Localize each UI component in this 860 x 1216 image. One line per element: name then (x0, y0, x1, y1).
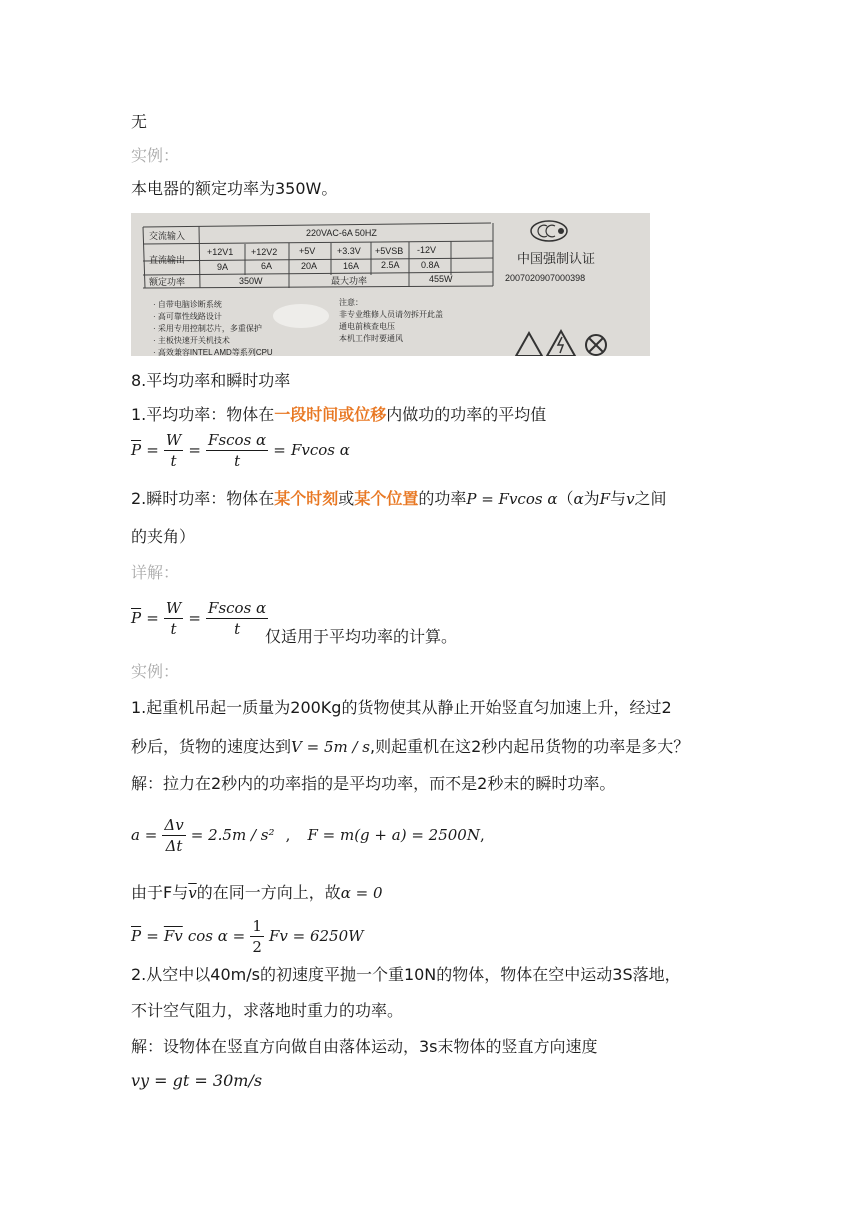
def2-zhijian: 之间 (634, 489, 667, 508)
ex2-solution: 解：设物体在竖直方向做自由落体运动，3s末物体的竖直方向速度 (131, 1037, 598, 1056)
formula-eq-2: = (188, 441, 201, 459)
def2-F: F (599, 490, 611, 508)
def2-highlight-position: 某个位置 (354, 489, 419, 508)
ex1-line1: 1.起重机吊起一质量为200Kg的货物使其从静止开始竖直匀加速上升，经过2 (131, 698, 672, 717)
formula-fscos: Fscos α (208, 431, 267, 449)
formula-power-result (131, 916, 364, 957)
formula2-pbar: $\overline{P}$ (131, 609, 142, 627)
formula-w: W (165, 431, 182, 449)
def2-wei: 为 (583, 489, 600, 508)
formula-average-power (131, 430, 350, 471)
plate-feature-3: · 采用专用控制芯片，多重保护 (153, 324, 262, 333)
plate-rail-4: +3.3V (337, 246, 361, 256)
formula2-fscos: Fscos α (208, 599, 267, 617)
def2-prefix: 2.瞬时功率：物体在 (131, 489, 275, 508)
formula-instant-power: P = Fvcos α (466, 490, 558, 508)
def2-v: v (626, 490, 635, 508)
label-example: 实例： (131, 146, 180, 165)
plate-note-4: 本机工作时要通风 (339, 334, 403, 343)
def2-highlight-time: 某个时刻 (274, 489, 339, 508)
formula-comma-2: , (479, 826, 485, 844)
ex1-dir-b: 的在同一方向上，故 (196, 883, 341, 902)
def2-suffix: 的功率 (418, 489, 467, 508)
plate-current-3: 20A (301, 261, 318, 271)
formula-force: F = m(g + a) = 2500N (307, 826, 480, 844)
plate-rated-label: 额定功率 (149, 277, 186, 287)
formula3-half-num: 1 (252, 917, 262, 935)
ex1-line2-b: ,则起重机在这2秒内起吊货物的功率是多大？ (370, 737, 690, 756)
def2-yu: 与 (610, 489, 627, 508)
ex1-direction (131, 882, 383, 904)
formula3-rhs: Fv = 6250W (268, 927, 364, 945)
formula3-eq: = (146, 927, 159, 945)
label-example-2: 实例： (131, 662, 180, 681)
plate-rail-5: +5VSB (375, 246, 404, 256)
formula2-w: W (165, 599, 182, 617)
formula-dv: Δv (164, 816, 184, 834)
ex1-dir-v: $\overline{v}$ (188, 884, 197, 902)
def2-paren: （ (557, 489, 574, 508)
ex1-velocity: V = 5m / s (291, 738, 371, 756)
plate-rail-2: +12V2 (251, 247, 278, 257)
plate-note-2: 非专业维修人员请勿拆开此盖 (339, 310, 443, 319)
plate-cert-number: 2007020907000398 (505, 273, 586, 283)
text-none: 无 (131, 112, 148, 131)
plate-note-1: 注意： (339, 298, 363, 307)
plate-ac-input-label: 交流输入 (149, 231, 186, 241)
definition-average-power (131, 404, 546, 426)
formula-t-2: t (234, 452, 241, 470)
ex1-solution: 解：拉力在2秒内的功率指的是平均功率，而不是2秒末的瞬时功率。 (131, 774, 616, 793)
plate-current-6: 0.8A (421, 260, 440, 270)
formula2-eq: = (146, 609, 159, 627)
formula2-t: t (170, 620, 177, 638)
formula2-t-2: t (234, 620, 241, 638)
formula-pbar: $\overline{P}$ (131, 441, 142, 459)
plate-feature-2: · 高可靠性线路设计 (153, 312, 222, 321)
plate-dc-output-label: 直流输出 (149, 255, 186, 265)
plate-max-value: 455W (429, 274, 453, 284)
plate-rail-3: +5V (299, 246, 316, 256)
formula-a-lhs: a = (131, 826, 158, 844)
formula-eq-3: = (273, 441, 286, 459)
plate-ac-input-value: 220VAC-6A 50HZ (306, 228, 377, 238)
formula-comma-1: , (285, 826, 291, 844)
plate-cert-title: 中国强制认证 (517, 251, 596, 266)
formula3-half-den: 2 (252, 938, 262, 956)
ex2-line1: 2.从空中以40m/s的初速度平抛一个重10N的物体，物体在空中运动3S落地， (131, 965, 681, 984)
plate-feature-5: · 高效兼容INTEL AMD等系列CPU (153, 348, 273, 356)
formula-acceleration (131, 815, 485, 856)
formula-a-rhs: = 2.5m / s² (190, 826, 275, 844)
definition-instant-power (131, 488, 667, 510)
plate-current-1: 9A (217, 262, 229, 272)
section-title: 8.平均功率和瞬时功率 (131, 371, 291, 390)
formula2-eq-2: = (188, 609, 201, 627)
formula-fvcos: Fvcos α (290, 441, 350, 459)
plate-rail-6: -12V (417, 245, 437, 255)
def2-mid: 或 (338, 489, 355, 508)
formula-alpha-zero: α = 0 (340, 884, 383, 902)
label-explain: 详解： (131, 563, 180, 582)
formula-average-power-2 (131, 598, 268, 639)
ex2-line2: 不计空气阻力，求落地时重力的功率。 (131, 1001, 404, 1020)
def1-suffix: 内做功的功率的平均值 (386, 405, 547, 424)
plate-rated-value: 350W (239, 276, 263, 286)
plate-max-label: 最大功率 (331, 276, 368, 286)
formula3-cos: cos α = (187, 927, 246, 945)
formula-eq: = (146, 441, 159, 459)
plate-feature-4: · 主板快速开关机技术 (153, 336, 230, 345)
formula-dt: Δt (165, 837, 183, 855)
explain-note: 仅适用于平均功率的计算。 (265, 627, 458, 646)
plate-current-4: 16A (343, 261, 360, 271)
example-rated-power: 本电器的额定功率为350W。 (131, 179, 338, 198)
def2-alpha: α (573, 490, 584, 508)
def2-line2: 的夹角） (131, 527, 196, 546)
formula-vy: vy = gt = 30m/s (131, 1071, 263, 1090)
formula3-pbar: $\overline{P}$ (131, 927, 142, 945)
def1-prefix: 1.平均功率：物体在 (131, 405, 275, 424)
formula3-fv: $\overline{Fv}$ (163, 927, 183, 945)
plate-current-2: 6A (261, 261, 273, 271)
ex1-line2 (131, 736, 689, 758)
ex1-line2-a: 秒后，货物的速度达到 (131, 737, 292, 756)
ex1-dir-a: 由于F与 (131, 883, 189, 902)
formula-t: t (170, 452, 177, 470)
plate-rail-1: +12V1 (207, 247, 234, 257)
plate-note-3: 通电前核查电压 (339, 322, 395, 331)
plate-feature-1: · 自带电脑诊断系统 (153, 300, 222, 309)
plate-current-5: 2.5A (381, 260, 400, 270)
def1-highlight: 一段时间或位移 (274, 405, 387, 424)
power-supply-label-photo (131, 213, 650, 356)
